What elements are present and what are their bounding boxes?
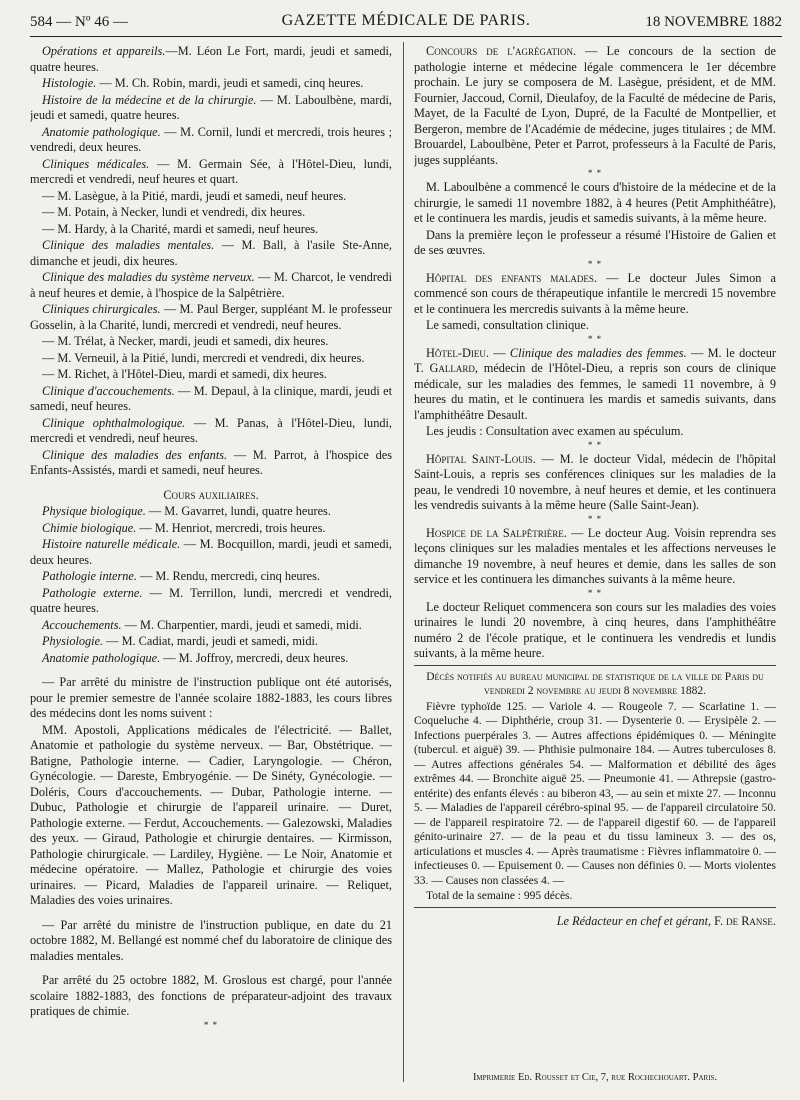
course-entry bbox=[30, 125, 392, 156]
hotel-dieu-notice: Hôtel-Dieu. — Clinique des maladies des femmes. — M. le docteur T. Gallard, médecin de l'Hôtel-Dieu, a repris son cours de clinique médicale, sur les maladies des femmes, le samedi 11 novembre, à 9 heures du matin, et le continuera les mardis et samedis suivants, dans l'amphithéâtre Desault. bbox=[414, 345, 776, 422]
course-subject: Opérations et appareils. bbox=[42, 44, 166, 58]
asterism: * * bbox=[587, 258, 603, 269]
saint-louis-heading: Hôpital Saint-Louis. bbox=[426, 451, 536, 466]
asterism: * * bbox=[587, 168, 603, 178]
concours-agregation bbox=[414, 44, 776, 168]
printer-line: Imprimerie Ed. Rousset et Cie, 7, rue Rochechouart. Paris. bbox=[472, 1072, 718, 1083]
page-header bbox=[30, 10, 782, 37]
course-subject: Clinique des maladies du système nerveux. bbox=[42, 270, 255, 284]
concours-heading: Concours de l'agrégation. bbox=[426, 44, 577, 58]
course-entry bbox=[30, 351, 392, 367]
section-rule bbox=[414, 907, 776, 908]
deces-stats: Fièvre typhoïde 125. — Variole 4. — Rougeole 7. — Scarlatine 1. — Coqueluche 4. — Diphthérie, croup 31. — Dysenterie 0. — Erysipèle 2. — Infections puerpérales 3. — Autres affections épidémiques 0. — Méningite (tubercul. et aiguë) 39. — Phthisie pulmonaire 184. — Autres tuberculoses 8. — Autres affections générales 54. — Malformation et débilité des âges extrêmes 44. — Bronchite aiguë 25. — Pneumonie 41. — Athrepsie (gastro-entérite) des enfants élevés : au biberon 43, — au sein et mixte 27. — Inconnu 5. — Maladies de l'appareil cérébro-spinal 95. — de l'appareil circulatoire 50. — de l'appareil respiratoire 72. — de l'appareil digestif 60. — de l'appareil génito-urinaire 27. — de la peau et du tissu lamineux 3. — des os, articulations et muscles 4. — Après traumatisme : Fièvres inflammatoire 0. — infectieuses 0. — Epuisement 0. — Causes non définies 0. — Morts violentes 33. — Causes non classées 4. — bbox=[414, 700, 776, 887]
course-entry bbox=[30, 504, 392, 520]
course-subject: Physiologie. bbox=[42, 634, 104, 648]
course-subject: Cliniques chirurgicales. bbox=[42, 302, 161, 316]
course-subject: Anatomie pathologique. bbox=[42, 124, 161, 139]
course-details: — M. Rendu, mercredi, cinq heures. bbox=[136, 569, 320, 583]
course-entry bbox=[30, 93, 392, 124]
course-details: — M. Germain Sée, à l'Hôtel-Dieu, lundi, mercredi et vendredi, neuf heures et quart. bbox=[30, 156, 392, 186]
course-entry bbox=[30, 222, 392, 238]
course-subject: Histologie. bbox=[42, 76, 97, 90]
course-details: — M. Cornil, lundi et mercredi, trois heures ; vendredi, deux heures. bbox=[30, 124, 392, 154]
salpetriere-heading: Hospice de la Salpêtrière. bbox=[426, 525, 567, 540]
course-entry bbox=[30, 384, 392, 415]
laboulbene-notice-2: Dans la première leçon le professeur a résumé l'Histoire de Galien et de ses œuvres. bbox=[414, 227, 776, 257]
course-subject: Pathologie interne. bbox=[42, 569, 137, 583]
hotel-dieu-text-a: — M. le docteur bbox=[686, 345, 776, 360]
course-details: — M. Parrot, à l'hospice des Enfants-Assistés, mardi et samedi, neuf heures. bbox=[30, 447, 392, 477]
course-subject: Cliniques médicales. bbox=[42, 156, 150, 171]
course-details: — M. Lasègue, à la Pitié, mardi, jeudi et samedi, neuf heures. bbox=[42, 188, 347, 203]
course-entry bbox=[30, 416, 392, 447]
course-subject: Accouchements. bbox=[42, 617, 122, 632]
course-subject: Clinique des maladies mentales. bbox=[42, 238, 215, 252]
course-details: — M. Ch. Robin, mardi, jeudi et samedi, cinq heures. bbox=[96, 76, 364, 90]
course-details: —M. Léon Le Fort, mardi, jeudi et samedi, quatre heures. bbox=[30, 44, 392, 74]
course-subject: Pathologie externe. bbox=[42, 585, 143, 600]
course-details: — M. Ball, à l'asile Ste-Anne, dimanche et jeudi, dix heures. bbox=[30, 238, 392, 268]
course-details: — M. Henriot, mercredi, trois heures. bbox=[136, 520, 326, 535]
hotel-dieu-heading: Hôtel-Dieu. bbox=[426, 345, 489, 360]
asterism: * * bbox=[587, 439, 603, 450]
enfants-malades-notice-2: Le samedi, consultation clinique. bbox=[426, 318, 589, 332]
arrete-cours-libres: — Par arrêté du ministre de l'instruction publique ont été autorisés, pour le premier semestre de l'année scolaire 1882-1883, les cours libres des médecins dont les noms suivent : bbox=[30, 675, 392, 720]
course-details: — M. Panas, à l'Hôtel-Dieu, lundi, mercredi et vendredi, neuf heures. bbox=[30, 415, 392, 445]
salpetriere-text: — Le docteur Aug. Voisin reprendra ses leçons cliniques sur les maladies mentales et les affections nerveuses le dimanche 19 novembre, à neuf heures et demie, dans les salles de son service et les continuera les dimanches suivants à la même heure. bbox=[414, 525, 776, 586]
course-details: — M. Charpentier, mardi, jeudi et samedi, midi. bbox=[121, 617, 362, 632]
laboulbene-notice: M. Laboulbène a commencé le cours d'histoire de la médecine et de la chirurgie, le samedi 11 novembre 1882, à 4 heures (Petit Amphithéâtre), et le continuera les mardis, jeudis et samedis suivants, à la même heure. bbox=[414, 180, 776, 225]
course-entry bbox=[30, 651, 392, 667]
course-entry bbox=[30, 189, 392, 205]
aux-courses-title: Cours auxiliaires. bbox=[163, 487, 259, 502]
arrete-bellange: — Par arrêté du ministre de l'instruction publique, en date du 21 octobre 1882, M. Bellangé est nommé chef du laboratoire de clinique des maladies mentales. bbox=[30, 917, 392, 963]
course-entry bbox=[30, 521, 392, 537]
hotel-dieu-notice-2: Les jeudis : Consultation avec examen au spéculum. bbox=[426, 424, 684, 438]
course-details: — M. Gavarret, lundi, quatre heures. bbox=[145, 504, 331, 518]
course-entry bbox=[30, 302, 392, 333]
course-entry bbox=[30, 238, 392, 269]
arrete-cours-libres-list: MM. Apostoli, Applications médicales de l'électricité. — Ballet, Anatomie et pathologie du système nerveux. — Bar, Obstétrique. — Batigne, Pathologie interne. — Cadier, Laryngologie. — Chéron, Gynécologie. — Dareste, Embryogénie. — De Sinéty, Gynécologie. — Doléris, Cours d'accouchements. — Dubar, Pathologie interne. — Dubuc, Pathologie et chirurgie de l'appareil urinaire. — Duret, Pathologie externe. — Ferdut, Accouchements. — Galezowski, Maladies des yeux. — Giraud, Pathologie et chirurgie dentaires. — Kirmisson, Pathologie chirurgicale. — Lardiley, Hygiène. — Le Noir, Anatomie et médecine opératoire. — Mallez, Pathologie et chirurgie des voies urinaires. — Picard, Maladies de l'appareil urinaire. — Reliquet, Maladies des voies urinaires. bbox=[30, 722, 392, 907]
course-subject: Histoire de la médecine et de la chirurgie. bbox=[42, 92, 257, 107]
column-divider bbox=[403, 42, 404, 1082]
course-entry bbox=[30, 44, 392, 75]
left-column bbox=[30, 44, 392, 1084]
course-details: — M. Richet, à l'Hôtel-Dieu, mardi et samedi, dix heures. bbox=[42, 367, 327, 381]
journal-title: GAZETTE MÉDICALE DE PARIS. bbox=[281, 12, 531, 29]
signature bbox=[414, 914, 776, 930]
aux-course-list bbox=[30, 504, 392, 666]
page-number: 584 — Nº 46 — bbox=[30, 14, 128, 30]
enfants-text: — Le docteur Jules Simon a commencé son cours de thérapeutique infantile le mercredi 15 novembre et le continuera les mercredis suivants à la même heure. bbox=[414, 270, 776, 316]
course-details: — M. Hardy, à la Charité, mardi et samedi, neuf heures. bbox=[42, 221, 319, 236]
course-subject: Clinique d'accouchements. bbox=[42, 383, 175, 398]
enfants-heading: Hôpital des enfants malades. bbox=[426, 270, 597, 285]
hotel-dieu-text-b: médecin de l'Hôtel-Dieu, a repris son cours de clinique médicale, sur les maladies des femmes, le samedi 11 novembre, à 9 heures du matin, et le continuera les mardis et samedis suivants, dans l'amphithéâtre Desault. bbox=[414, 361, 776, 422]
course-subject: Clinique ophthalmologique. bbox=[42, 415, 186, 430]
reliquet-notice: Le docteur Reliquet commencera son cours sur les maladies des voies urinaires le lundi 20 novembre, à cinq heures, dans l'amphithéâtre numéro 2 de l'école pratique, et le continuera les vendredis et lundis suivants, à la même heure. bbox=[414, 599, 776, 660]
course-entry bbox=[30, 448, 392, 479]
course-details: — M. Laboulbène, mardi, jeudi et samedi, quatre heures. bbox=[30, 92, 392, 122]
course-subject: Anatomie pathologique. bbox=[42, 650, 161, 665]
issue-date: 18 NOVEMBRE 1882 bbox=[645, 14, 782, 30]
course-subject: Clinique des maladies des enfants. bbox=[42, 447, 228, 462]
course-entry bbox=[30, 270, 392, 301]
saint-louis-notice bbox=[414, 452, 776, 514]
course-subject: Histoire naturelle médicale. bbox=[42, 537, 181, 551]
course-details: — M. Paul Berger, suppléant M. le professeur Gosselin, à la Charité, lundi, mercredi et vendredi, neuf heures. bbox=[30, 302, 392, 332]
course-entry bbox=[30, 367, 392, 383]
asterism: * * bbox=[587, 587, 603, 598]
course-details: — M. Verneuil, à la Pitié, lundi, mercredi et vendredi, dix heures. bbox=[42, 350, 365, 365]
course-entry bbox=[30, 334, 392, 350]
gallard-name: T. Gallard, bbox=[414, 361, 478, 375]
course-details: — M. Trélat, à Necker, mardi, jeudi et samedi, dix heures. bbox=[42, 334, 329, 348]
deces-heading: Décès notifiés au bureau municipal de statistique de la ville de Paris du vendredi 2 novembre au jeudi 8 novembre 1882. bbox=[426, 670, 764, 697]
course-details: — M. Bocquillon, mardi, jeudi et samedi, deux heures. bbox=[30, 537, 392, 567]
course-entry bbox=[30, 157, 392, 188]
course-entry bbox=[30, 586, 392, 617]
hotel-dieu-course: Clinique des maladies des femmes. bbox=[509, 345, 687, 360]
course-details: — M. Potain, à Necker, lundi et vendredi, dix heures. bbox=[42, 205, 306, 219]
course-entry bbox=[30, 634, 392, 650]
signature-role: Le Rédacteur en chef et gérant, bbox=[556, 913, 712, 928]
course-subject: Physique biologique. bbox=[42, 504, 146, 518]
asterism: * * bbox=[203, 1019, 219, 1030]
concours-text: — Le concours de la section de pathologie interne et médecine légale commencera le 1er décembre prochain. Le jury se composera de M. Lasègue, président, et de MM. Fournier, Jaccoud, Cornil, Dieulafoy, de la Faculté de médecine de Paris, Mayet, de la Faculté de Lyon, Dupré, de la Faculté de Montpellier, et Bergeron, membre de l'Académie de médecine, juges titulaires ; de MM. Brouardel, Laboulbène, Peter et Parrot, professeurs à la Faculté de Paris, juges suppléants. bbox=[414, 44, 776, 167]
course-details: — M. Depaul, à la clinique, mardi, jeudi et samedi, neuf heures. bbox=[30, 383, 392, 413]
course-entry bbox=[30, 76, 392, 92]
course-details: — M. Terrillon, lundi, mercredi et vendredi, quatre heures. bbox=[30, 585, 392, 615]
course-list bbox=[30, 44, 392, 479]
course-details: — M. Cadiat, mardi, jeudi et samedi, midi. bbox=[103, 634, 318, 648]
deces-total: Total de la semaine : 995 décès. bbox=[426, 890, 573, 902]
course-subject: Chimie biologique. bbox=[42, 520, 137, 535]
course-entry bbox=[30, 569, 392, 585]
course-entry bbox=[30, 537, 392, 568]
arrete-groslous: Par arrêté du 25 octobre 1882, M. Groslous est chargé, pour l'année scolaire 1882-1883, des fonctions de préparateur-adjoint des travaux pratiques de chimie. bbox=[30, 973, 392, 1018]
asterism: * * bbox=[587, 513, 603, 524]
course-entry bbox=[30, 618, 392, 634]
signature-name: F. de Ranse. bbox=[714, 913, 776, 928]
salpetriere-notice bbox=[414, 526, 776, 588]
course-details: — M. Joffroy, mercredi, deux heures. bbox=[160, 650, 349, 665]
course-details: — M. Charcot, le vendredi à neuf heures et demie, à l'hospice de la Salpêtrière. bbox=[30, 270, 392, 300]
right-column bbox=[414, 44, 776, 1084]
saint-louis-text: — M. le docteur Vidal, médecin de l'hôpital Saint-Louis, a repris ses conférences cliniques sur les maladies de la peau, le vendredi 10 novembre, à neuf heures et demie, et les continuera les vendredis suivants à la même heure (Salle Saint-Jean). bbox=[414, 451, 776, 512]
section-rule bbox=[414, 665, 776, 666]
asterism: * * bbox=[587, 333, 603, 344]
course-entry bbox=[30, 205, 392, 221]
enfants-malades-notice bbox=[414, 271, 776, 318]
